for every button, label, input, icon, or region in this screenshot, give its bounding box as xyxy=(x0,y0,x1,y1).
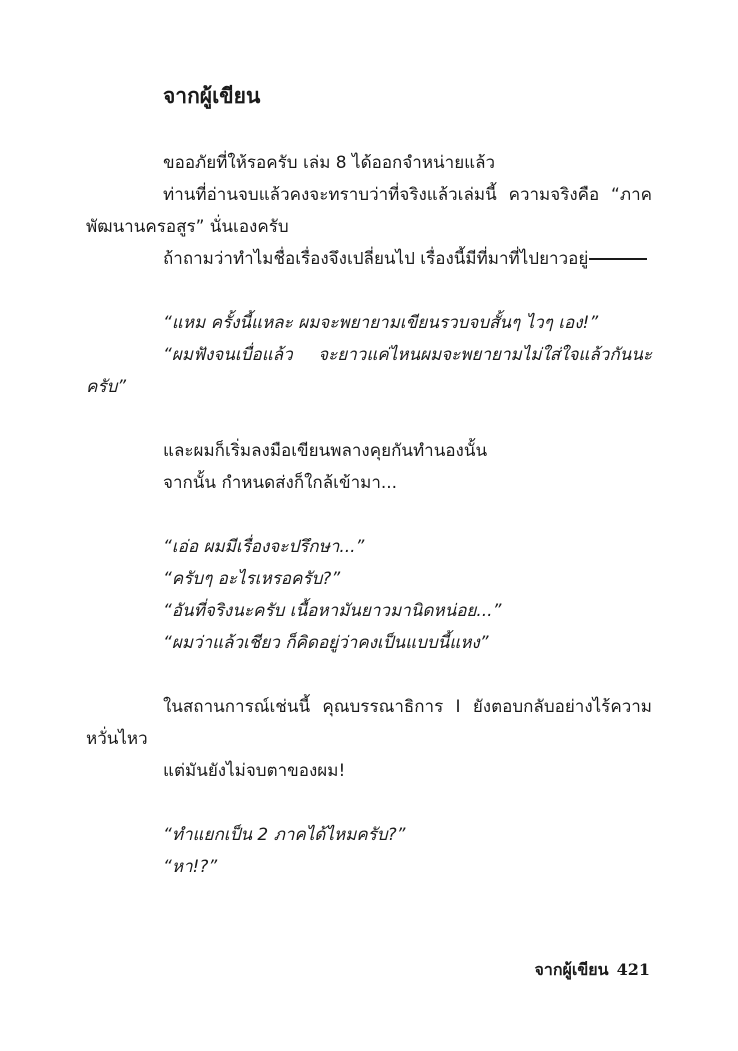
paragraph-title-change xyxy=(86,243,652,275)
paragraph-spacer xyxy=(86,403,652,435)
paragraph-start-writing: และผมก็เริ่มลงมือเขียนพลางคุยกันทำนองนั้น xyxy=(163,441,488,461)
paragraph-spacer xyxy=(86,787,652,819)
paragraph-deadline: จากนั้น กำหนดส่งก็ใกล้เข้ามา... xyxy=(163,473,398,493)
quote-line: “ทำแยกเป็น 2 ภาคได้ไหมครับ?” xyxy=(163,825,406,845)
paragraph-title-change-text: ถ้าถามว่าทำไมชื่อเรื่องจึงเปลี่ยนไป เรื่องนี้มีที่มาที่ไปยาวอยู่ xyxy=(163,249,589,269)
quote-line: “ผมฟังจนเบื่อแล้ว จะยาวแค่ไหนผมจะพยายามไม่ใส่ใจแล้วกันนะครับ” xyxy=(86,345,652,397)
paragraph-not-over: แต่มันยังไม่จบตาของผม! xyxy=(163,761,346,781)
body-text xyxy=(86,147,652,883)
quote-line: “ครับๆ อะไรเหรอครับ?” xyxy=(163,569,341,589)
running-head: จากผู้เขียน xyxy=(534,960,609,979)
paragraph-apology: ขออภัยที่ให้รอครับ เล่ม 8 ได้ออกจำหน่ายแล้ว xyxy=(163,153,496,173)
paragraph-spacer xyxy=(86,275,652,307)
quote-line: “แหม ครั้งนี้แหละ ผมจะพยายามเขียนรวบจบสั้นๆ ไวๆ เอง!” xyxy=(163,313,599,333)
quote-line: “เอ่อ ผมมีเรื่องจะปรึกษา...” xyxy=(163,537,365,557)
paragraph-editor: ในสถานการณ์เช่นนี้ คุณบรรณาธิการ I ยังตอบกลับอย่างไร้ความหวั่นไหว xyxy=(86,697,652,749)
em-dash-line xyxy=(589,258,647,260)
quote-line: “หา!?” xyxy=(163,857,218,877)
page-number: 421 xyxy=(616,960,650,979)
page-footer xyxy=(534,958,650,982)
page-title: จากผู้เขียน xyxy=(163,83,261,108)
quote-line: “อันที่จริงนะครับ เนื้อหามันยาวมานิดหน่อย...” xyxy=(163,601,502,621)
paragraph-truth: ท่านที่อ่านจบแล้วคงจะทราบว่าที่จริงแล้วเล่มนี้ ความจริงคือ “ภาคพัฒนานครอสูร” นั่นเองครับ xyxy=(86,185,652,237)
quote-line: “ผมว่าแล้วเชียว ก็คิดอยู่ว่าคงเป็นแบบนี้แหง” xyxy=(163,633,489,653)
paragraph-spacer xyxy=(86,499,652,531)
paragraph-spacer xyxy=(86,659,652,691)
